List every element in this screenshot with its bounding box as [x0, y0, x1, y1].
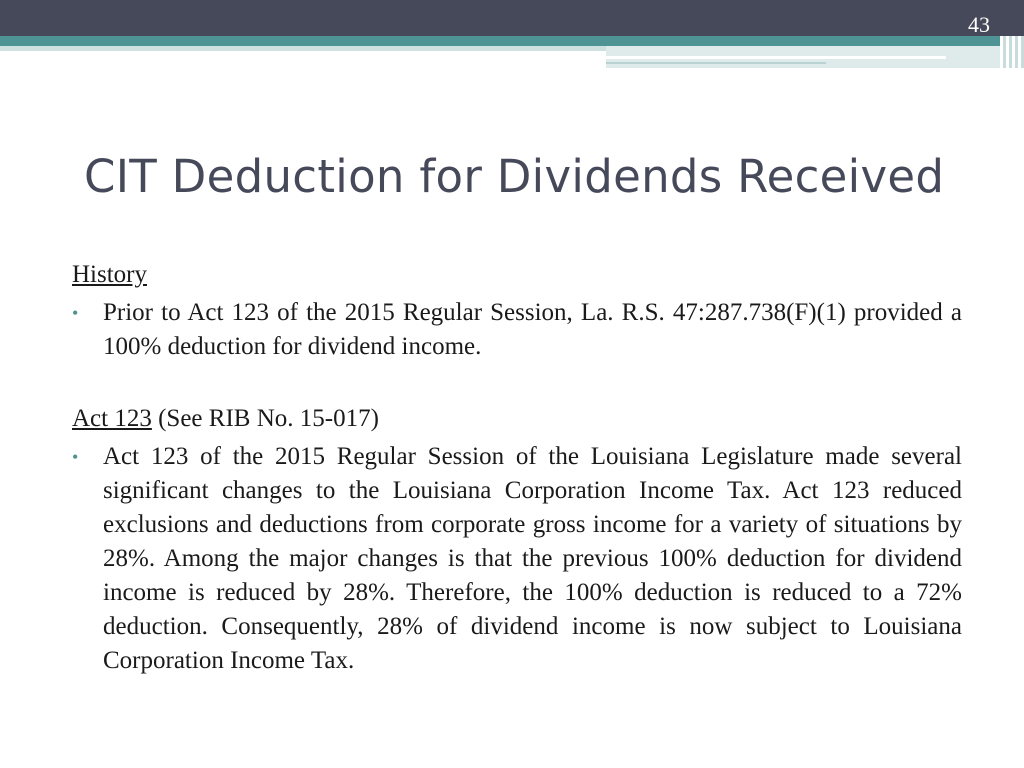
bullet-text: Prior to Act 123 of the 2015 Regular Session, La. R.S. 47:287.738(F)(1) provided a 100% deduction for dividend income.: [103, 299, 962, 360]
slide-body: [72, 258, 962, 678]
header-accent-stripe: [0, 36, 1024, 46]
page-number: 43: [968, 12, 990, 37]
bullet-icon: •: [72, 303, 79, 323]
header-bar: [0, 0, 1024, 36]
section-heading-act-123: Act 123 (See RIB No. 15-017): [72, 405, 379, 432]
section-heading-history: History: [72, 261, 147, 288]
bullet-text: Act 123 of the 2015 Regular Session of the Louisiana Legislature made several significant changes to the Louisiana Corporation Income Tax. Act 123 reduced exclusions and deductions from corporate gross income for a variety of situations by 28%. Among the major changes is that the previous 100% deduction for dividend income is reduced by 28%. Therefore, the 100% deduction is reduced to a 72% deduction. Consequently, 28% of dividend income is now subject to Louisiana Corporation Income Tax.: [103, 443, 962, 674]
bullet-act-123: [72, 440, 962, 678]
header-decoration-line: [606, 62, 826, 64]
bullet-icon: •: [72, 447, 79, 467]
header-decoration-stripes: [1000, 36, 1024, 68]
slide-title: CIT Deduction for Dividends Received: [84, 150, 945, 203]
header-decoration-line: [606, 56, 946, 59]
bullet-history: [72, 296, 962, 364]
header-pale-stripe: [0, 46, 606, 51]
